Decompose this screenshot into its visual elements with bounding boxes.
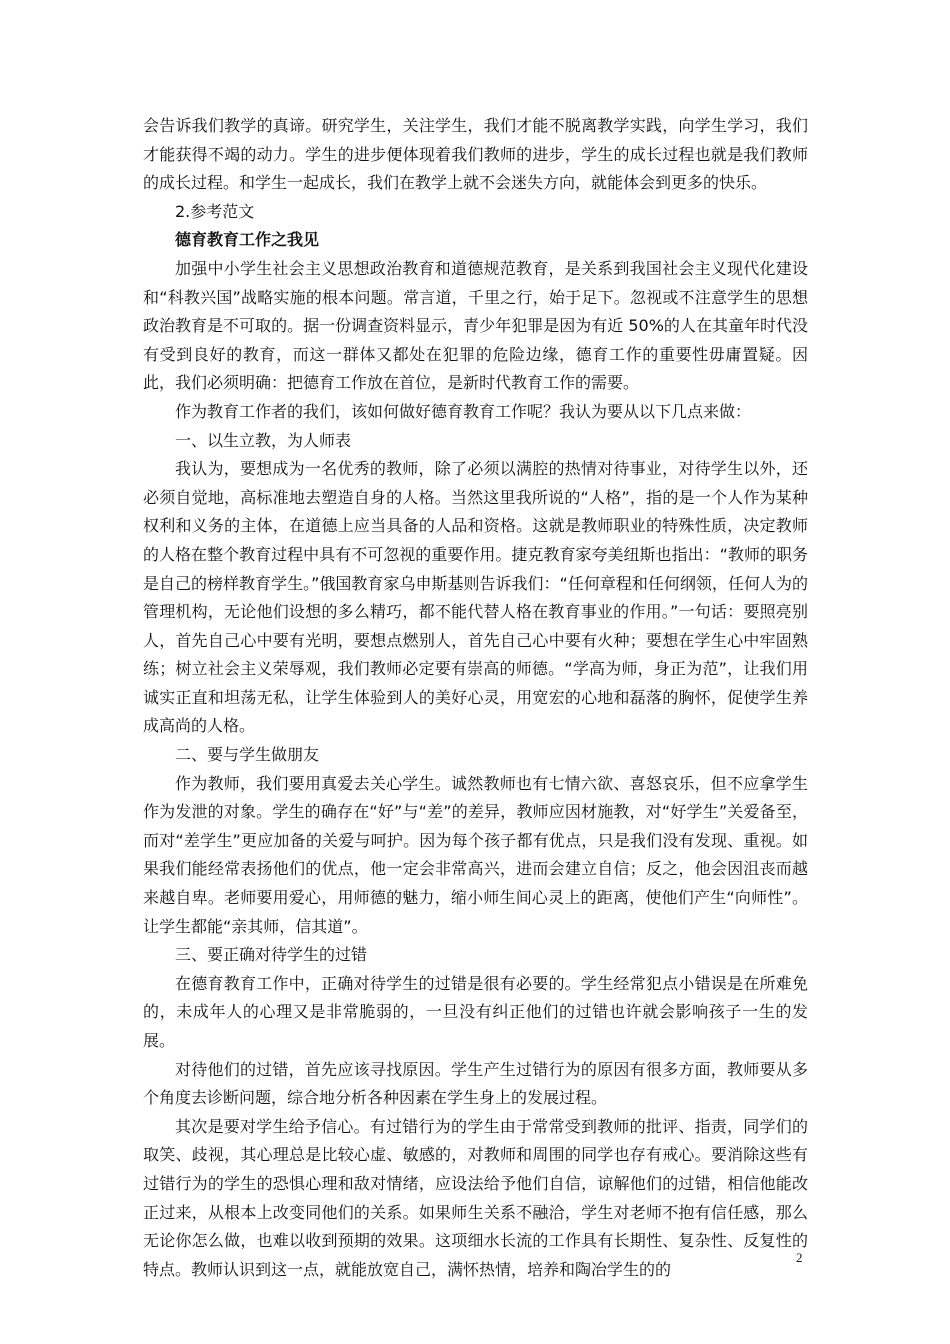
section-heading: 三、要正确对待学生的过错 <box>175 945 368 965</box>
paragraph: 加强中小学生社会主义思想政治教育和道德规范教育，是关系到我国社会主义现代化建设和“科教兴国”战略实施的根本问题。常言道，千里之行，始于足下。忽视或不注意学生的思想政治教育是不可取的。据一份调查资料显示，青少年犯罪是因为有近 50%的人在其童年时代没有受到良好的教育，而这一群体又都处在犯罪的危险边缘，德育工作的重要性毋庸置疑。因此，我们必须明确：把德育工作放在首位，是新时代教育工作的需要。 <box>143 258 808 393</box>
document-body <box>143 112 808 1284</box>
paragraph: 会告诉我们教学的真谛。研究学生，关注学生，我们才能不脱离教学实践，向学生学习，我们才能获得不竭的动力。学生的进步便体现着我们教师的进步，学生的成长过程也就是我们教师的成长过程。和学生一起成长，我们在教学上就不会迷失方向，就能体会到更多的快乐。 <box>143 116 808 193</box>
paragraph: 在德育教育工作中，正确对待学生的过错是很有必要的。学生经常犯点小错误是在所难免的，未成年人的心理又是非常脆弱的，一旦没有纠正他们的过错也许就会影响孩子一生的发展。 <box>143 973 808 1050</box>
paragraph: 作为教育工作者的我们，该如何做好德育教育工作呢？我认为要从以下几点来做： <box>175 401 752 421</box>
section-label: 2.参考范文 <box>175 201 255 221</box>
section-heading: 二、要与学生做朋友 <box>175 745 320 765</box>
paragraph: 作为教师，我们要用真爱去关心学生。诚然教师也有七情六欲、喜怒哀乐，但不应拿学生作为发泄的对象。学生的确存在“好”与“差”的差异，教师应因材施教，对“好学生”关爱备至，而对“差学生”更应加备的关爱与呵护。因为每个孩子都有优点，只是我们没有发现、重视。如果我们能经常表扬他们的优点，他一定会非常高兴，进而会建立自信；反之，他会因沮丧而越来越自卑。老师要用爱心，用师德的魅力，缩小师生间心灵上的距离，使他们产生“向师性”。让学生都能“亲其师，信其道”。 <box>143 773 808 936</box>
paragraph: 其次是要对学生给予信心。有过错行为的学生由于常常受到教师的批评、指责，同学们的取笑、歧视，其心理总是比较心虚、敏感的，对教师和周围的同学也存有戒心。要消除这些有过错行为的学生的恐惧心理和敌对情绪，应设法给予他们自信，谅解他们的过错，相信他能改正过来，从根本上改变同他们的关系。如果师生关系不融洽，学生对老师不抱有信任感，那么无论你怎么做，也难以收到预期的效果。这项细水长流的工作具有长期性、复杂性、反复性的特点。教师认识到这一点，就能放宽自己，满怀热情，培养和陶冶学生的的 <box>143 1116 808 1279</box>
essay-title: 德育教育工作之我见 <box>175 230 320 250</box>
paragraph: 对待他们的过错，首先应该寻找原因。学生产生过错行为的原因有很多方面，教师要从多个角度去诊断问题，综合地分析各种因素在学生身上的发展过程。 <box>143 1059 808 1108</box>
paragraph: 我认为，要想成为一名优秀的教师，除了必须以满腔的热情对待事业，对待学生以外，还必须自觉地，高标准地去塑造自身的人格。当然这里我所说的“人格”，指的是一个人作为某种权利和义务的主体，在道德上应当具备的人品和资格。这就是教师职业的特殊性质，决定教师的人格在整个教育过程中具有不可忽视的重要作用。捷克教育家夸美纽斯也指出：“教师的职务是自己的榜样教育学生。”俄国教育家乌申斯基则告诉我们：“任何章程和任何纲领，任何人为的管理机构，无论他们设想的多么精巧，都不能代替人格在教育事业的作用。”一句话：要照亮别人，首先自己心中要有光明，要想点燃别人，首先自己心中要有火种；要想在学生心中牢固熟练；树立社会主义荣辱观，我们教师必定要有崇高的师德。“学高为师，身正为范”，让我们用诚实正直和坦荡无私，让学生体验到人的美好心灵，用宽宏的心地和磊落的胸怀，促使学生养成高尚的人格。 <box>143 459 808 736</box>
section-heading: 一、以生立教，为人师表 <box>175 430 352 450</box>
page-number: 2 <box>796 1250 803 1265</box>
